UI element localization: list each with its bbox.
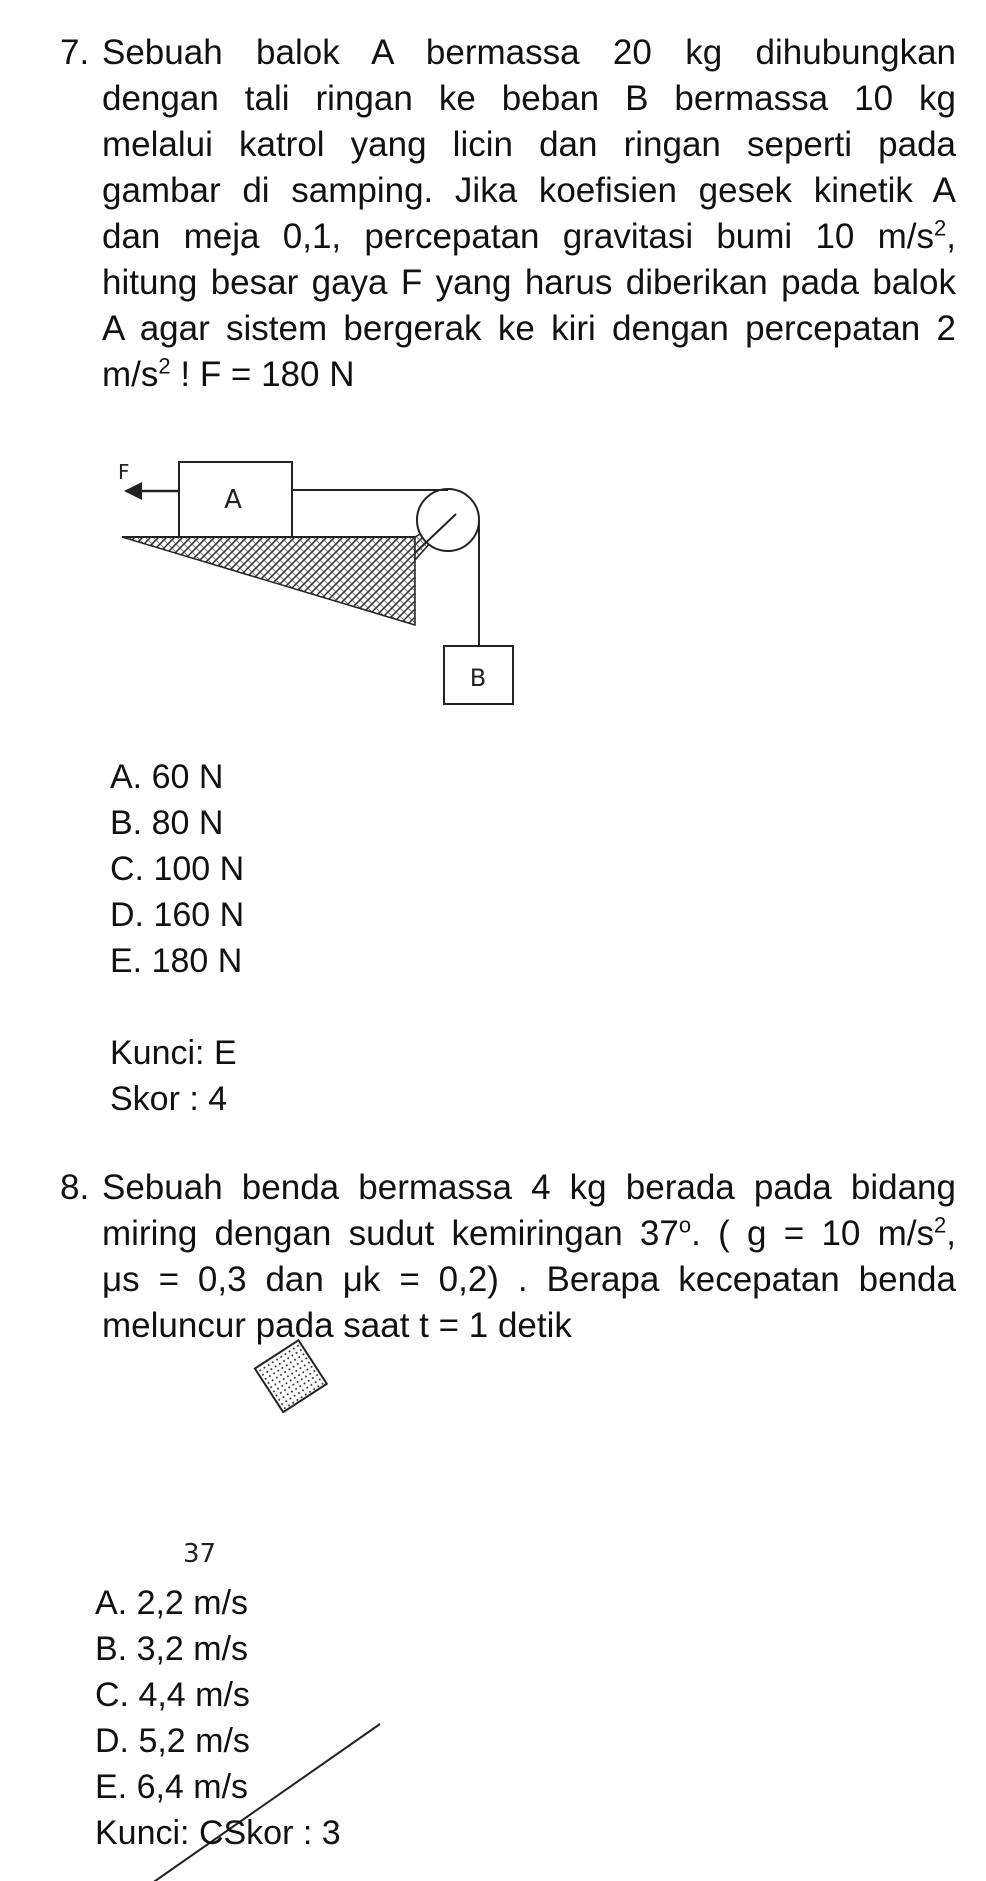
question-7-line-1: Sebuah balok A bermassa 20 kg dihubungkan bbox=[102, 33, 956, 72]
question-7-line-3: melalui katrol yang licin dan ringan seperti pada bbox=[102, 125, 956, 164]
question-8 bbox=[60, 1165, 956, 1349]
option-d[interactable]: D. 160 N bbox=[110, 896, 245, 934]
option-e[interactable]: E. 6,4 m/s bbox=[95, 1768, 249, 1806]
question-7-line-4: gambar di samping. Jika koefisien gesek kinetik A bbox=[102, 171, 956, 210]
option-a[interactable]: A. 2,2 m/s bbox=[95, 1584, 249, 1622]
force-label: F bbox=[118, 460, 130, 484]
question-7-line-5-text: dan meja 0,1, percepatan gravitasi bumi 10 m/s bbox=[102, 217, 935, 256]
option-e[interactable]: E. 180 N bbox=[110, 942, 243, 980]
question-7-options bbox=[110, 754, 244, 1122]
question-7-line-8-text: m/s bbox=[102, 355, 159, 394]
question-8-line-2 bbox=[102, 1211, 956, 1257]
sliding-block bbox=[255, 1340, 327, 1412]
block-a-label: A bbox=[224, 485, 242, 515]
option-c[interactable]: C. 100 N bbox=[110, 850, 245, 888]
question-7-answer-note: ! F = 180 N bbox=[170, 355, 355, 394]
question-7-line-7: A agar sistem bergerak ke kiri dengan percepatan 2 bbox=[102, 309, 956, 348]
force-arrow-head bbox=[124, 482, 142, 500]
question-8-text bbox=[102, 1165, 956, 1349]
degree-symbol: o bbox=[678, 1212, 692, 1238]
option-d[interactable]: D. 5,2 m/s bbox=[95, 1722, 250, 1760]
question-8-number: 8. bbox=[60, 1168, 90, 1207]
superscript: 2 bbox=[158, 353, 171, 379]
question-8-line-1: Sebuah benda bermassa 4 kg berada pada bidang bbox=[102, 1168, 956, 1207]
block-b-label: B bbox=[469, 664, 487, 692]
angle-label: 37 bbox=[183, 1539, 217, 1569]
spacer bbox=[110, 984, 244, 1030]
option-c[interactable]: C. 4,4 m/s bbox=[95, 1676, 250, 1714]
superscript: 2 bbox=[934, 215, 947, 241]
question-7-line-6: hitung besar gaya F yang harus diberikan pada balok bbox=[102, 263, 956, 302]
question-8-line-4: meluncur pada saat t = 1 detik bbox=[102, 1306, 572, 1345]
option-b[interactable]: B. 80 N bbox=[110, 804, 224, 842]
superscript: 2 bbox=[934, 1212, 947, 1238]
option-b[interactable]: B. 3,2 m/s bbox=[95, 1630, 249, 1668]
question-8-line-3: μs = 0,3 dan μk = 0,2) . Berapa kecepatan benda bbox=[102, 1260, 956, 1299]
question-7-number: 7. bbox=[60, 33, 90, 72]
question-8-line-2-post: , bbox=[946, 1214, 956, 1253]
answer-key-score: Kunci: CSkor : 3 bbox=[95, 1814, 341, 1852]
question-8-line-2-text: miring dengan sudut kemiringan 37 bbox=[102, 1214, 679, 1253]
question-7-line-2: dengan tali ringan ke beban B bermassa 10 kg bbox=[102, 79, 956, 118]
score: Skor : 4 bbox=[110, 1080, 228, 1118]
question-8-line-2-mid: . ( g = 10 m/s bbox=[691, 1214, 935, 1253]
table-surface bbox=[122, 537, 415, 625]
question-8-options bbox=[95, 1580, 341, 1856]
answer-key: Kunci: E bbox=[110, 1034, 237, 1072]
option-a[interactable]: A. 60 N bbox=[110, 758, 224, 796]
question-7-line-5-suffix: , bbox=[946, 217, 956, 256]
